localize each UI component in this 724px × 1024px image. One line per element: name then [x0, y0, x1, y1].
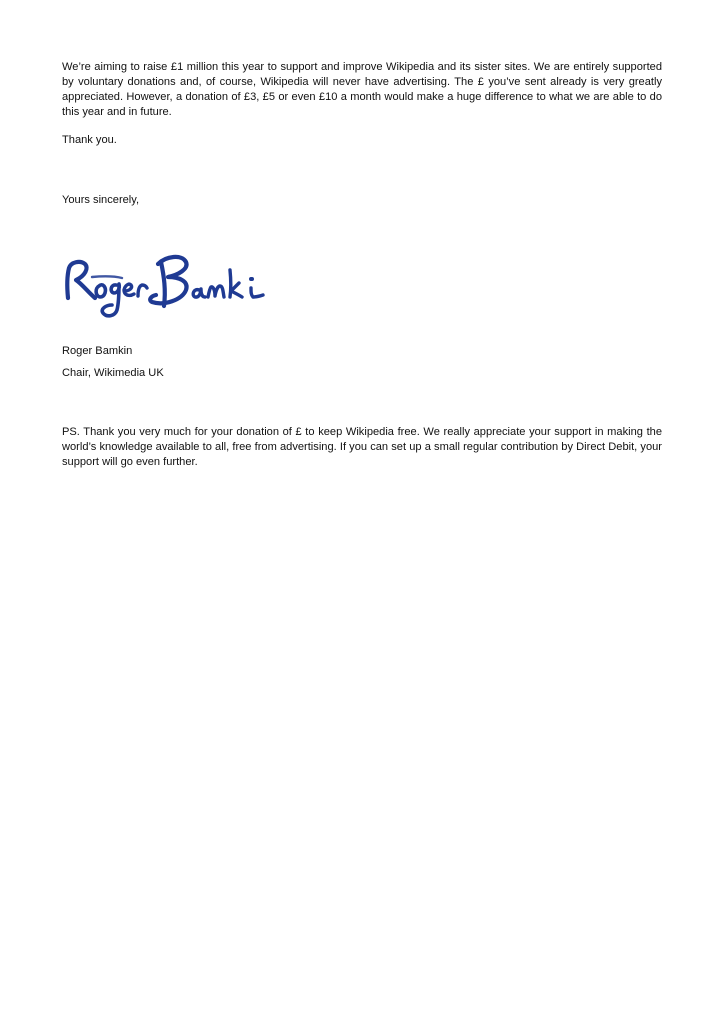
- handwritten-signature: [58, 250, 273, 322]
- postscript-paragraph: PS. Thank you very much for your donation of £ to keep Wikipedia free. We really appreciate your support in making the world’s knowledge available to all, free from advertising. If you can set up a small regular contribution by Direct Debit, your support will go even further.: [62, 426, 662, 468]
- closing-line: Yours sincerely,: [62, 194, 140, 206]
- thanks-line: Thank you.: [62, 134, 117, 146]
- signer-title: Chair, Wikimedia UK: [62, 367, 164, 379]
- body-paragraph: We’re aiming to raise £1 million this year to support and improve Wikipedia and its sister sites. We are entirely supported by voluntary donations and, of course, Wikipedia will never have advertising. The £ you’ve sent already is very greatly appreciated. However, a donation of £3, £5 or even £10 a month would make a huge difference to what we are able to do this year and in future.: [62, 61, 662, 118]
- signer-name: Roger Bamkin: [62, 345, 133, 357]
